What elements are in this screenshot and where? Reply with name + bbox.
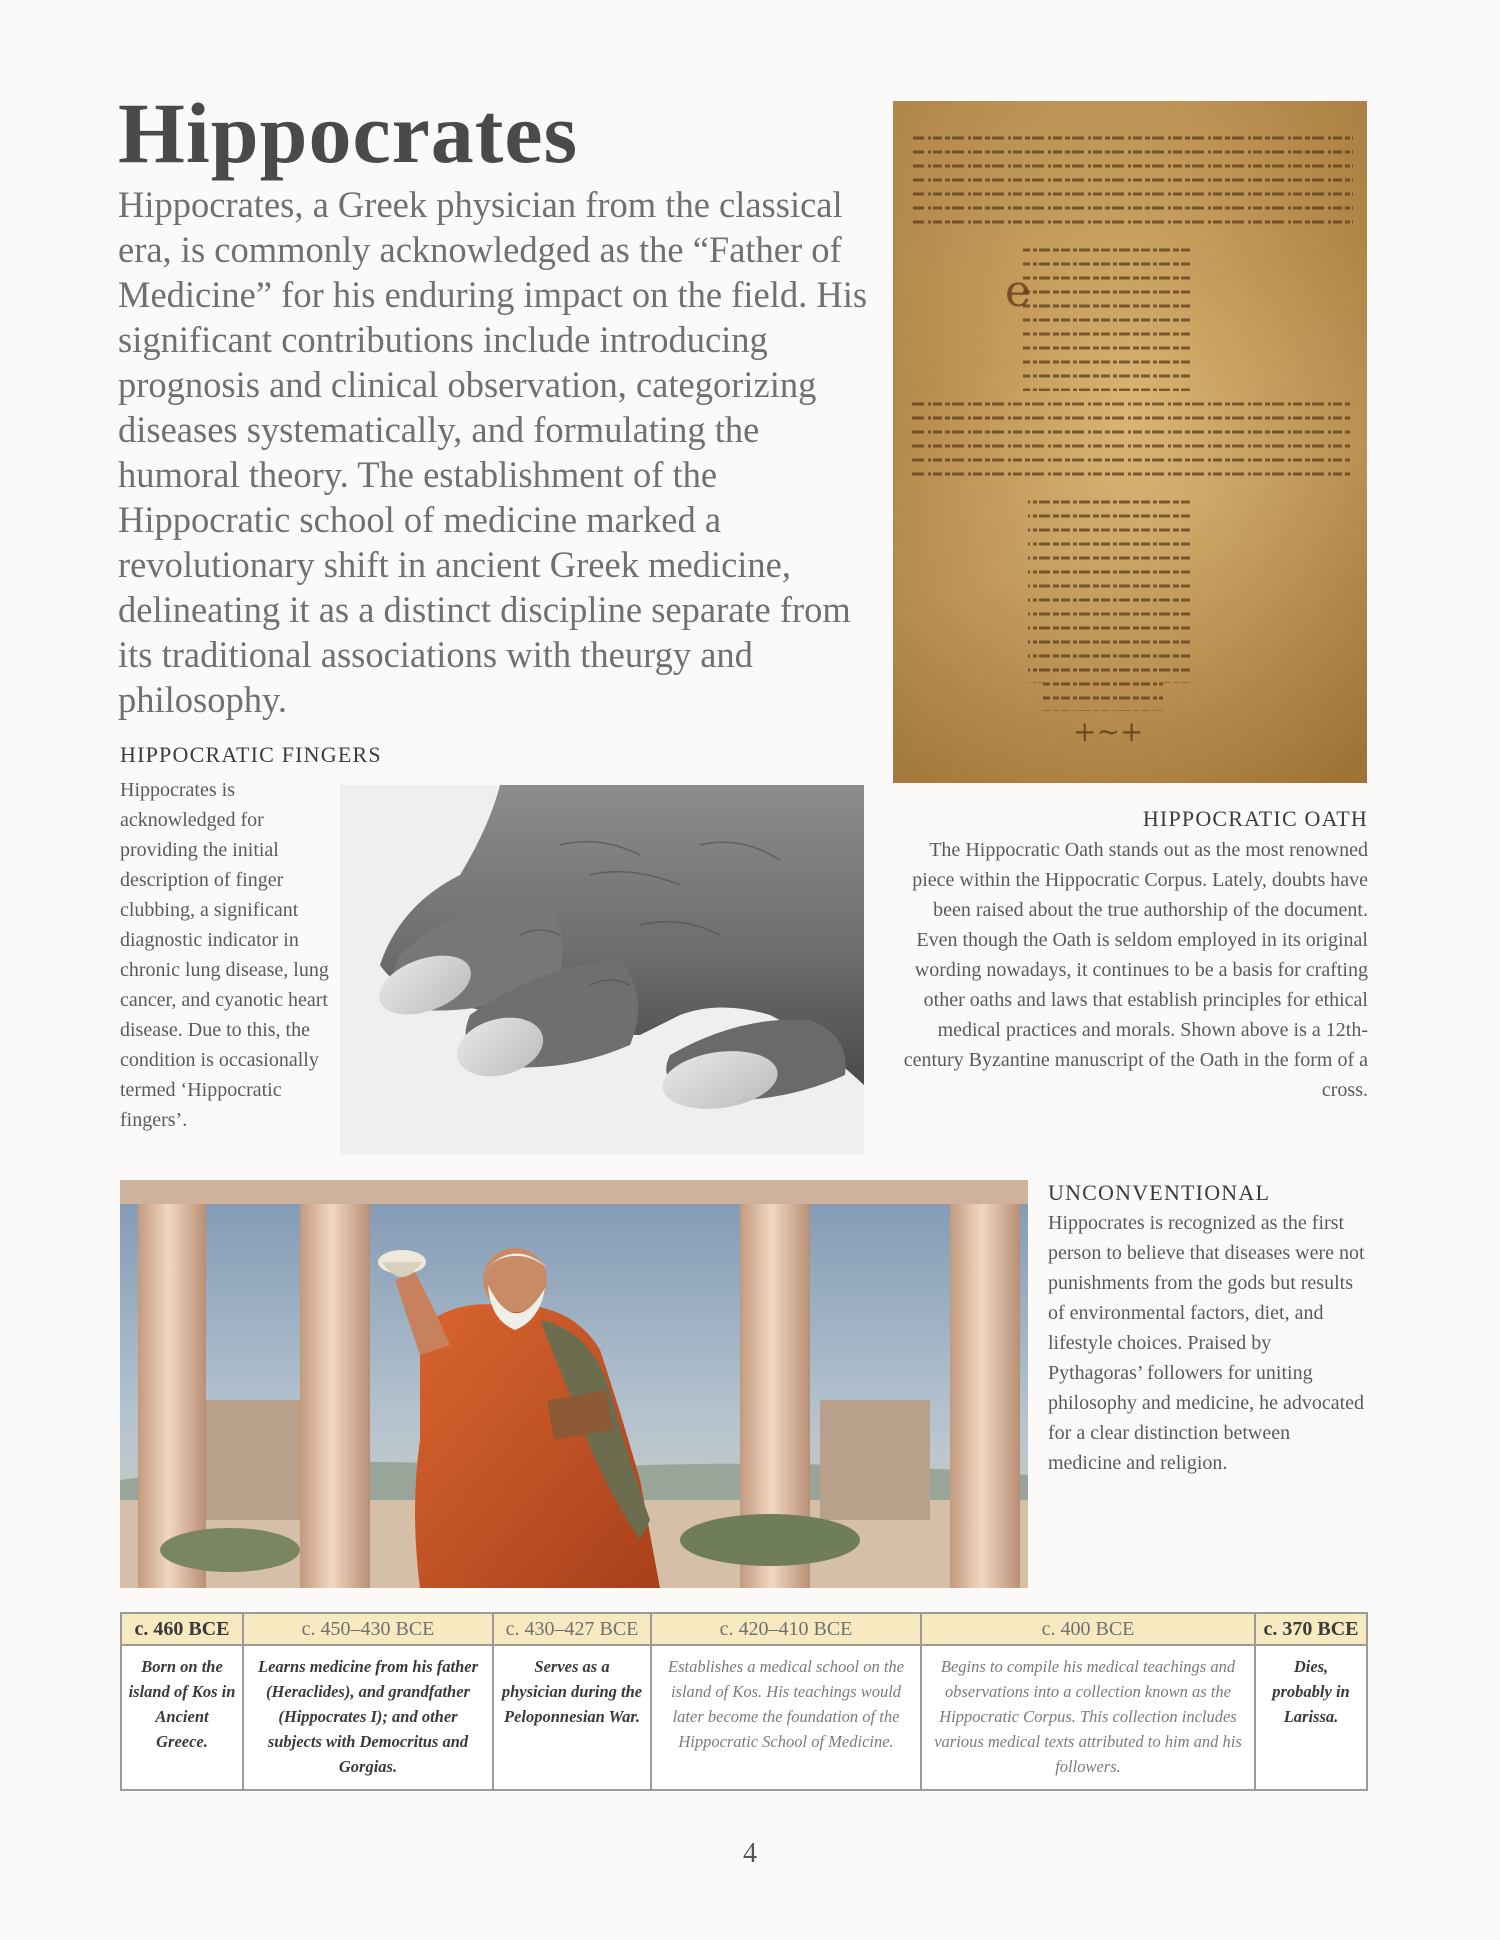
clubbed-fingers-photo xyxy=(340,785,864,1155)
timeline-date: c. 370 BCE xyxy=(1255,1613,1367,1645)
timeline-event: Dies, probably in Larissa. xyxy=(1255,1645,1367,1790)
oath-text: The Hippocratic Oath stands out as the most renowned piece within the Hippocratic Corpus. Lately, doubts have been raised about the true authorship of the document. Even though the Oath is seldom employed in its original wording nowadays, it continues to be a basis for crafting other oaths and laws that establish principles for ethical medical practices and morals. Shown above is a 12th-century Byzantine manuscript of the Oath in the form of a cross. xyxy=(903,839,1368,1101)
oath-heading: HIPPOCRATIC OATH xyxy=(1142,806,1368,831)
timeline-dates-row xyxy=(121,1613,1367,1645)
timeline-date: c. 400 BCE xyxy=(921,1613,1255,1645)
fingers-heading: HIPPOCRATIC FINGERS xyxy=(120,742,382,767)
page-title: Hippocrates xyxy=(118,85,579,181)
timeline-date: c. 460 BCE xyxy=(121,1613,243,1645)
unconventional-heading: UNCONVENTIONAL xyxy=(1048,1180,1271,1205)
timeline-event: Born on the island of Kos in Ancient Greece. xyxy=(121,1645,243,1790)
timeline-date: c. 420–410 BCE xyxy=(651,1613,921,1645)
timeline-date: c. 450–430 BCE xyxy=(243,1613,493,1645)
timeline-event: Establishes a medical school on the island of Kos. His teachings would later become the foundation of the Hippocratic School of Medicine. xyxy=(651,1645,921,1790)
intro-paragraph: Hippocrates, a Greek physician from the classical era, is commonly acknowledged as the “Father of Medicine” for his enduring impact on the field. His significant contributions include introducing prognosis and clinical observation, categorizing diseases systematically, and formulating the humoral theory. The establishment of the Hippocratic school of medicine marked a revolutionary shift in ancient Greek medicine, delineating it as a distinct discipline separate from its traditional associations with theurgy and philosophy. xyxy=(118,184,868,720)
page-number: 4 xyxy=(743,1838,757,1869)
timeline-event: Serves as a physician during the Peloponnesian War. xyxy=(493,1645,651,1790)
hippocrates-painting xyxy=(120,1180,1028,1588)
timeline-event: Learns medicine from his father (Heraclides), and grandfather (Hippocrates I); and other subjects with Democritus and Gorgias. xyxy=(243,1645,493,1790)
unconventional-text: Hippocrates is recognized as the first person to believe that diseases were not punishments from the gods but results of environmental factors, diet, and lifestyle choices. Praised by Pythagoras’ followers for uniting philosophy and medicine, he advocated for a clear distinction between medicine and religion. xyxy=(1048,1212,1365,1474)
timeline-table xyxy=(120,1612,1368,1791)
timeline-event: Begins to compile his medical teachings and observations into a collection known as the Hippocratic Corpus. This collection includes various medical texts attributed to him and his followers. xyxy=(921,1645,1255,1790)
fingers-text: Hippocrates is acknowledged for providing the initial description of finger clubbing, a significant diagnostic indicator in chronic lung disease, lung cancer, and cyanotic heart disease. Due to this, the condition is occasionally termed ‘Hippocratic fingers’. xyxy=(120,779,329,1131)
svg-text:e: e xyxy=(1005,266,1032,317)
timeline-date: c. 430–427 BCE xyxy=(493,1613,651,1645)
svg-text:+~+: +~+ xyxy=(1073,715,1144,748)
timeline-events-row xyxy=(121,1645,1367,1790)
byzantine-manuscript-image xyxy=(893,101,1367,783)
